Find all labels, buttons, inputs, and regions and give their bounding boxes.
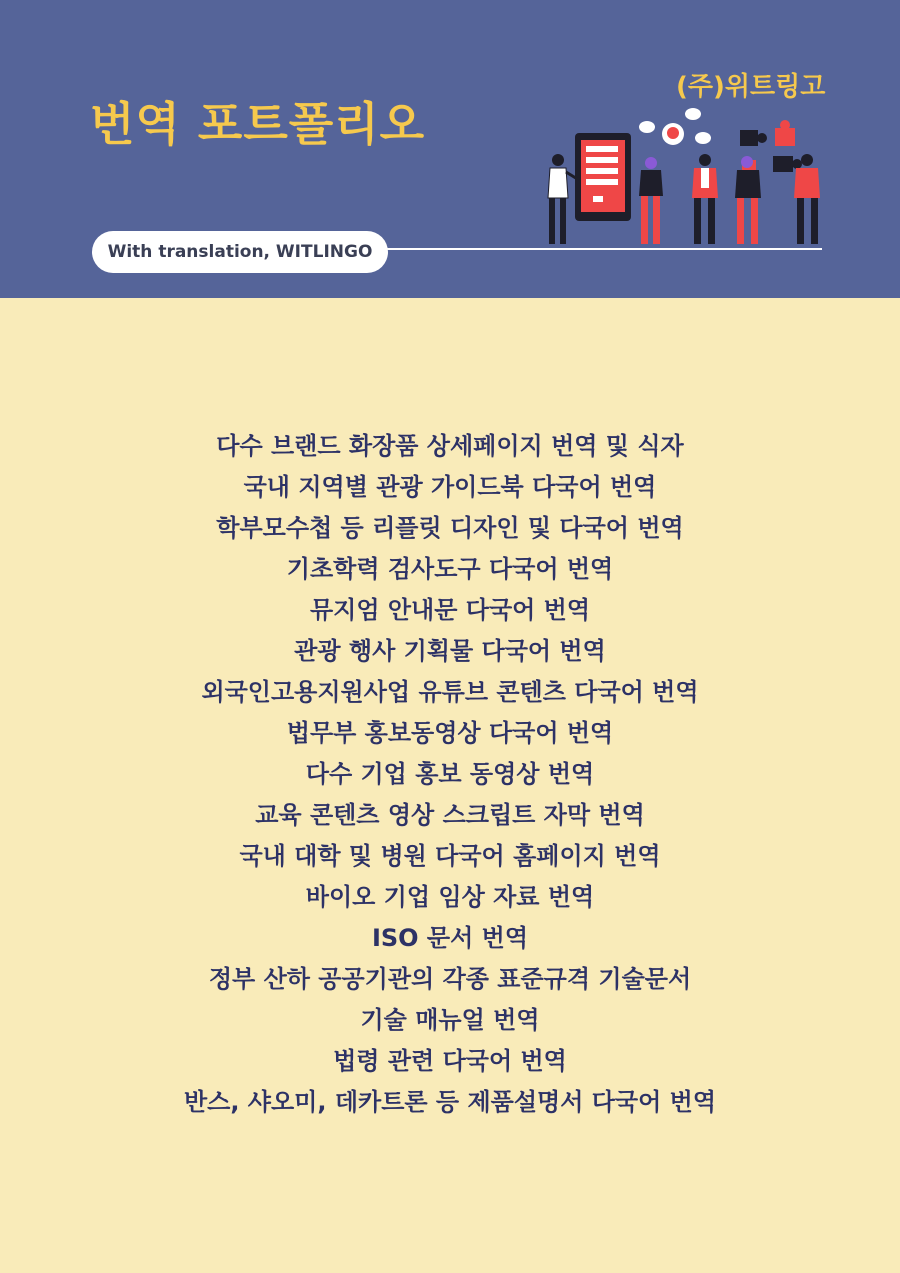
list-item: 바이오 기업 임상 자료 번역 [305,883,595,911]
list-item: 다수 브랜드 화장품 상세페이지 번역 및 식자 [216,432,684,460]
team-collaboration-illustration [535,100,830,252]
tagline-badge [92,231,388,273]
list-item: 학부모수첩 등 리플릿 디자인 및 다국어 번역 [216,514,684,542]
list-item: 법령 관련 다국어 번역 [333,1047,567,1075]
list-item: 기초학력 검사도구 다국어 번역 [286,555,614,583]
list-item: 정부 산하 공공기관의 각종 표준규격 기술문서 [208,965,692,993]
list-item: 국내 지역별 관광 가이드북 다국어 번역 [243,473,657,501]
person-icon [639,157,663,244]
portfolio-list [0,426,900,1123]
page-title: 번역 포트폴리오 [90,97,426,151]
person-icon [692,154,718,244]
list-item: 뮤지엄 안내문 다국어 번역 [309,596,591,624]
list-item: 국내 대학 및 병원 다국어 홈페이지 번역 [239,842,661,870]
company-name: (주)위트링고 [676,72,826,102]
list-item: 반스, 샤오미, 데카트론 등 제품설명서 다국어 번역 [183,1088,717,1116]
list-item: 관광 행사 기획물 다국어 번역 [294,637,606,665]
list-item: 다수 기업 홍보 동영상 번역 [305,760,595,788]
list-item: 기술 매뉴얼 번역 [360,1006,540,1034]
tablet-icon [575,133,631,221]
lightbulb-icon [662,123,684,145]
header-banner [0,0,900,298]
tagline-text: With translation, WITLINGO [107,242,373,262]
list-item: ISO 문서 번역 [371,924,529,952]
list-item: 외국인고용지원사업 유튜브 콘텐츠 다국어 번역 [201,678,699,706]
list-item: 법무부 홍보동영상 다국어 번역 [286,719,614,747]
list-item: 교육 콘텐츠 영상 스크립트 자막 번역 [255,801,645,829]
person-icon [548,154,579,244]
